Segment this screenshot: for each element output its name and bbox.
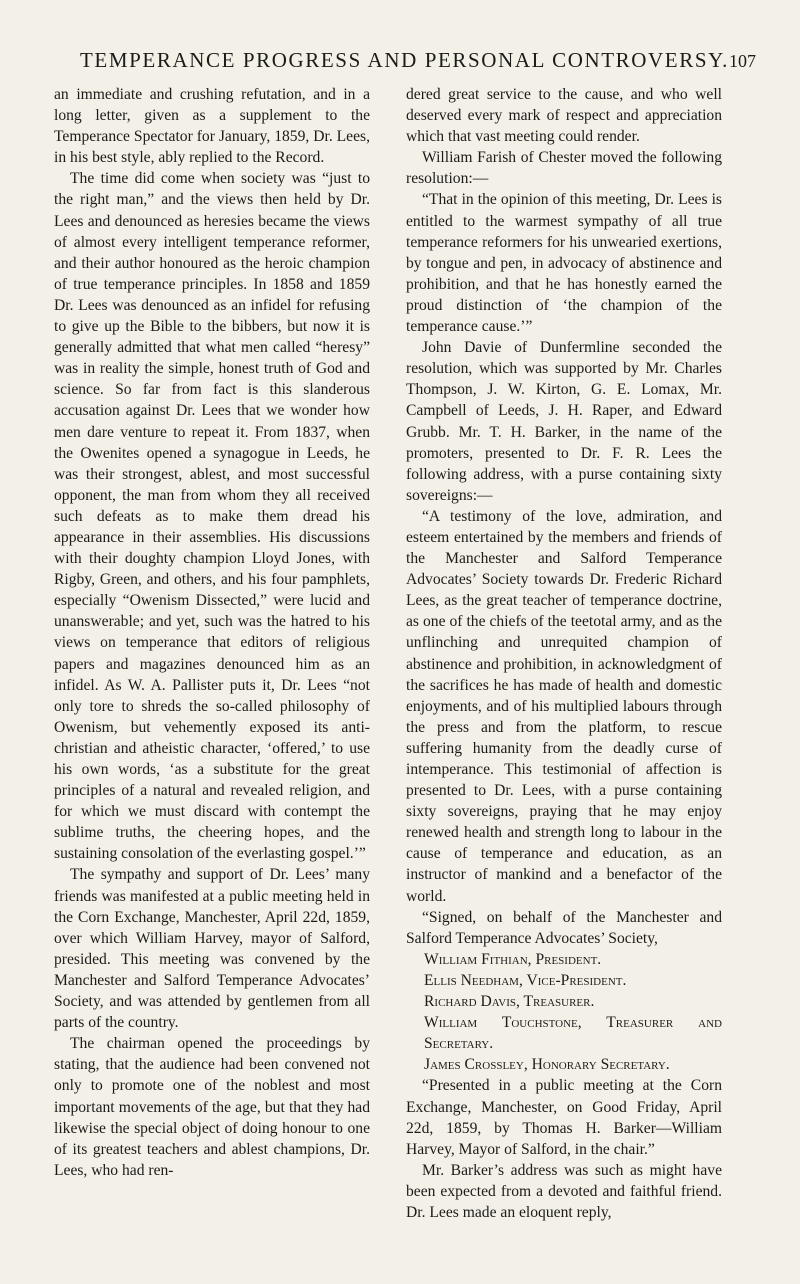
presentation-quote: “Presented in a public meeting at the Corn Exchange, Manchester, on Good Friday, April 22d, 1859, by Thomas H. Barker—William Harvey, Mayor of Salford, in the chair.” xyxy=(406,1077,722,1158)
paragraph: an immediate and crushing refutation, and in a long letter, given as a supplement to the Temperance Spectator for January, 1859, Dr. Lees, in his best style, ably replied to the Record. xyxy=(54,86,370,167)
paragraph: The time did come when society was “just to the right man,” and the views then held by Dr. Lees and denounced as heresies became the views of almost every intelligent temperance reformer, and their author honoured as the heroic champion of true temperance principles. In 1858 and 1859 Dr. Lees was denounced as an infidel for refusing to give up the Bible to the bibbers, but now it is generally admitted that what men called “heresy” was in reality the simple, honest truth of God and science. So far from fact is this slanderous accusation against Dr. Lees that we wonder how men dare venture to repeat it. From 1837, when the Owenites opened a synagogue in Leeds, he was their strongest, ablest, and most successful opponent, the man from whom they all received such defeats as to make them dread his appearance in their assemblies. His discussions with their doughty champion Lloyd Jones, with Rigby, Green, and others, and his four pamphlets, especially “Owenism Dissected,” were lucid and unanswerable; and yet, such was the hatred to his views on temperance that editors of religious papers and magazines denounced him as an infidel. As W. A. Pallister puts it, Dr. Lees “not only tore to shreds the so-called philosophy of Owenism, but vehemently exposed its anti-christian and atheistic character, ‘offered,’ to use his own words, ‘as a substitute for the great principles of a natural and revealed religion, and for which we must discard with contempt the sublime truths, the cheering hopes, and the sustaining consolation of the everlasting gospel.’” xyxy=(54,170,370,863)
page-number: 107 xyxy=(729,51,757,71)
signatory-name: Richard Davis, Treasurer. xyxy=(424,993,595,1011)
signed-line: “Signed, on behalf of the Manchester and Salford Temperance Advocates’ Society, xyxy=(406,908,722,947)
paragraph: The chairman opened the proceedings by stating, that the audience had been convened not only to promote one of the noblest and most important movements of the age, but that they had likewise the special object of doing honour to one of its greatest teachers and ablest champions, Dr. Lees, who had ren- xyxy=(54,1035,370,1179)
paragraph: John Davie of Dunfermline seconded the resolution, which was supported by Mr. Charles Thompson, J. W. Kirton, G. E. Lomax, Mr. Campbell of Leeds, J. H. Raper, and Edward Grubb. Mr. T. H. Barker, in the name of the promoters, presented to Dr. F. R. Lees the following address, with a purse containing sixty sovereigns:— xyxy=(406,339,722,504)
paragraph: Mr. Barker’s address was such as might have been expected from a devoted and faithful friend. Dr. Lees made an eloquent reply, xyxy=(406,1161,722,1221)
signatory-name: Ellis Needham, Vice-President. xyxy=(424,971,627,989)
signatory-name: William Touchstone, Treasurer and Secretary. xyxy=(424,1014,722,1053)
paragraph: William Farish of Chester moved the following resolution:— xyxy=(406,149,722,188)
signatory xyxy=(406,1054,722,1075)
right-column xyxy=(406,84,722,1223)
paragraph: dered great service to the cause, and who well deserved every mark of respect and appreciation which that vast meeting could render. xyxy=(406,86,722,146)
resolution-quote: “That in the opinion of this meeting, Dr. Lees is entitled to the warmest sympathy of all true temperance reformers for his unwearied exertions, by tongue and pen, in advocacy of abstinence and prohibition, and that he has honestly earned the proud distinction of ‘the champion of the temperance cause.’” xyxy=(406,191,722,336)
running-title: TEMPERANCE PROGRESS AND PERSONAL CONTROVERSY. xyxy=(80,48,730,72)
signatory-name: James Crossley, Honorary Secretary. xyxy=(424,1056,670,1074)
signatory-name: William Fithian, President. xyxy=(424,950,602,968)
page-header xyxy=(80,48,757,73)
left-column xyxy=(54,84,370,1181)
signatory xyxy=(406,949,722,970)
signatory xyxy=(406,970,722,991)
signatory xyxy=(406,1012,722,1054)
address-quote: “A testimony of the love, admiration, and esteem entertained by the members and friends of the Manchester and Salford Temperance Advocates’ Society towards Dr. Frederic Richard Lees, as the great teacher of temperance doctrine, as one of the chiefs of the teetotal army, and as the unflinching and unrequited champion of abstinence and prohibition, in acknowledgment of the sacrifices he has made of health and domestic enjoyments, and of his multiplied labours through the press and from the platform, to rescue suffering humanity from the deadly curse of intemperance. This testimonial of affection is presented to Dr. Lees, with a purse containing sixty sovereigns, praying that he may enjoy renewed health and strength long to labour in the cause of temperance and education, as an instructor of mankind and a benefactor of the world. xyxy=(406,507,722,905)
paragraph: The sympathy and support of Dr. Lees’ many friends was manifested at a public meeting held in the Corn Exchange, Manchester, April 22d, 1859, over which William Harvey, mayor of Salford, presided. This meeting was convened by the Manchester and Salford Temperance Advocates’ Society, and was attended by gentlemen from all parts of the country. xyxy=(54,866,370,1032)
signatory xyxy=(406,991,722,1012)
